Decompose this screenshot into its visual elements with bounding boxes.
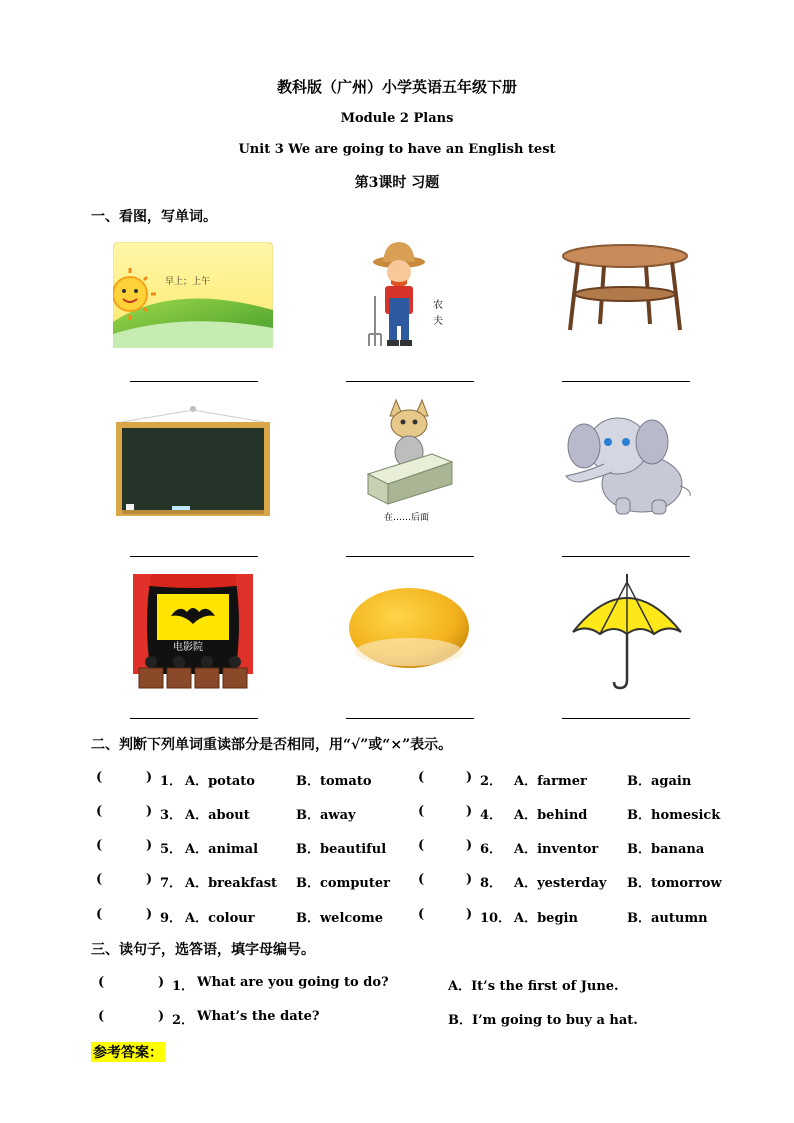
answer-bracket-close: ) bbox=[158, 1009, 165, 1024]
answer-bracket-open[interactable]: ( bbox=[96, 770, 103, 785]
farmer-picture bbox=[365, 236, 455, 356]
answer-bracket-close: ) bbox=[146, 804, 153, 819]
question-number: 9． bbox=[160, 911, 183, 926]
behind-picture bbox=[360, 396, 460, 530]
option-b: B．tomato bbox=[296, 774, 372, 789]
blackboard-picture bbox=[112, 404, 274, 524]
module-title: Module 2 Plans bbox=[340, 111, 454, 126]
section3-heading: 三、读句子，选答语，填字母编号。 bbox=[91, 942, 315, 958]
elephant-picture bbox=[556, 402, 696, 526]
question-number: 8． bbox=[480, 876, 503, 891]
question-number: 6． bbox=[480, 842, 503, 857]
option-a: A．behind bbox=[514, 808, 588, 823]
answer-bracket-open[interactable]: ( bbox=[418, 872, 425, 887]
section1-heading: 一、看图，写单词。 bbox=[91, 209, 217, 225]
question-number: 4． bbox=[480, 808, 503, 823]
option-b: B．autumn bbox=[627, 911, 708, 926]
section2-heading: 二、判断下列单词重读部分是否相同，用“√”或“×”表示。 bbox=[91, 737, 453, 753]
answer-bracket-close: ) bbox=[466, 872, 473, 887]
option-a: A．inventor bbox=[514, 842, 599, 857]
answer-key-label: 参考答案： bbox=[91, 1042, 165, 1062]
option-b: B．banana bbox=[627, 842, 705, 857]
option-a: A．potato bbox=[185, 774, 255, 789]
farmer-label-1: 农 bbox=[433, 300, 443, 311]
match-row-2 bbox=[0, 1009, 794, 1029]
lesson-title: 第3课时 习题 bbox=[354, 175, 440, 191]
answer-bracket-open[interactable]: ( bbox=[418, 907, 425, 922]
question-number: 1． bbox=[160, 774, 183, 789]
morning-label: 早上；上午 bbox=[165, 277, 211, 287]
answer-bracket-open[interactable]: ( bbox=[96, 838, 103, 853]
answer-line[interactable] bbox=[562, 718, 690, 719]
question-row-7-8 bbox=[0, 872, 794, 892]
option-a: A．about bbox=[185, 808, 250, 823]
option-a: A．begin bbox=[514, 911, 578, 926]
question-row-5-6 bbox=[0, 838, 794, 858]
question-number: 7． bbox=[160, 876, 183, 891]
answer-line[interactable] bbox=[130, 718, 258, 719]
question-number: 2． bbox=[172, 1013, 195, 1028]
question-text: What are you going to do? bbox=[197, 975, 389, 990]
answer-line[interactable] bbox=[562, 381, 690, 382]
answer-bracket-close: ) bbox=[466, 770, 473, 785]
answer-line[interactable] bbox=[346, 381, 474, 382]
answer-bracket-close: ) bbox=[466, 804, 473, 819]
question-number: 10． bbox=[480, 911, 512, 926]
answer-bracket-open[interactable]: ( bbox=[96, 872, 103, 887]
response-option: A．It’s the first of June. bbox=[448, 979, 619, 994]
cinema-label: 电影院 bbox=[173, 642, 203, 653]
option-b: B．tomorrow bbox=[627, 876, 722, 891]
option-b: B．again bbox=[627, 774, 692, 789]
option-a: A．animal bbox=[185, 842, 259, 857]
answer-line[interactable] bbox=[562, 556, 690, 557]
question-number: 1． bbox=[172, 979, 195, 994]
answer-bracket-open[interactable]: ( bbox=[98, 1009, 105, 1024]
option-b: B．away bbox=[296, 808, 356, 823]
answer-bracket-close: ) bbox=[146, 838, 153, 853]
answer-bracket-open[interactable]: ( bbox=[96, 804, 103, 819]
answer-line[interactable] bbox=[346, 556, 474, 557]
question-number: 2． bbox=[480, 774, 503, 789]
answer-bracket-open[interactable]: ( bbox=[418, 770, 425, 785]
question-row-3-4 bbox=[0, 804, 794, 824]
answer-bracket-close: ) bbox=[146, 872, 153, 887]
option-b: B．welcome bbox=[296, 911, 384, 926]
option-a: A．yesterday bbox=[514, 876, 607, 891]
question-text: What’s the date? bbox=[197, 1009, 320, 1024]
answer-bracket-open[interactable]: ( bbox=[96, 907, 103, 922]
table-picture bbox=[560, 244, 690, 338]
answer-line[interactable] bbox=[130, 381, 258, 382]
option-b: B．computer bbox=[296, 876, 390, 891]
cinema-picture bbox=[133, 574, 253, 694]
question-row-1-2 bbox=[0, 770, 794, 790]
answer-bracket-close: ) bbox=[466, 907, 473, 922]
question-number: 5． bbox=[160, 842, 183, 857]
answer-line[interactable] bbox=[346, 718, 474, 719]
response-option: B．I’m going to buy a hat. bbox=[448, 1013, 638, 1028]
question-row-9-10 bbox=[0, 907, 794, 927]
answer-bracket-open[interactable]: ( bbox=[98, 975, 105, 990]
option-a: A．farmer bbox=[514, 774, 587, 789]
question-number: 3． bbox=[160, 808, 183, 823]
option-b: B．homesick bbox=[627, 808, 721, 823]
document-title: 教科版（广州）小学英语五年级下册 bbox=[276, 78, 517, 96]
answer-bracket-close: ) bbox=[146, 907, 153, 922]
option-b: B．beautiful bbox=[296, 842, 387, 857]
farmer-label-2: 夫 bbox=[433, 316, 443, 327]
answer-line[interactable] bbox=[130, 556, 258, 557]
answer-bracket-open[interactable]: ( bbox=[418, 838, 425, 853]
option-a: A．breakfast bbox=[185, 876, 278, 891]
morning-picture bbox=[113, 242, 273, 352]
answer-bracket-close: ) bbox=[146, 770, 153, 785]
unit-title: Unit 3 We are going to have an English test bbox=[238, 142, 556, 157]
answer-bracket-open[interactable]: ( bbox=[418, 804, 425, 819]
option-a: A．colour bbox=[185, 911, 255, 926]
answer-bracket-close: ) bbox=[466, 838, 473, 853]
answer-bracket-close: ) bbox=[158, 975, 165, 990]
potato-picture bbox=[346, 580, 472, 676]
match-row-1 bbox=[0, 975, 794, 995]
umbrella-picture bbox=[570, 572, 684, 696]
behind-label: 在……后面 bbox=[384, 513, 430, 523]
